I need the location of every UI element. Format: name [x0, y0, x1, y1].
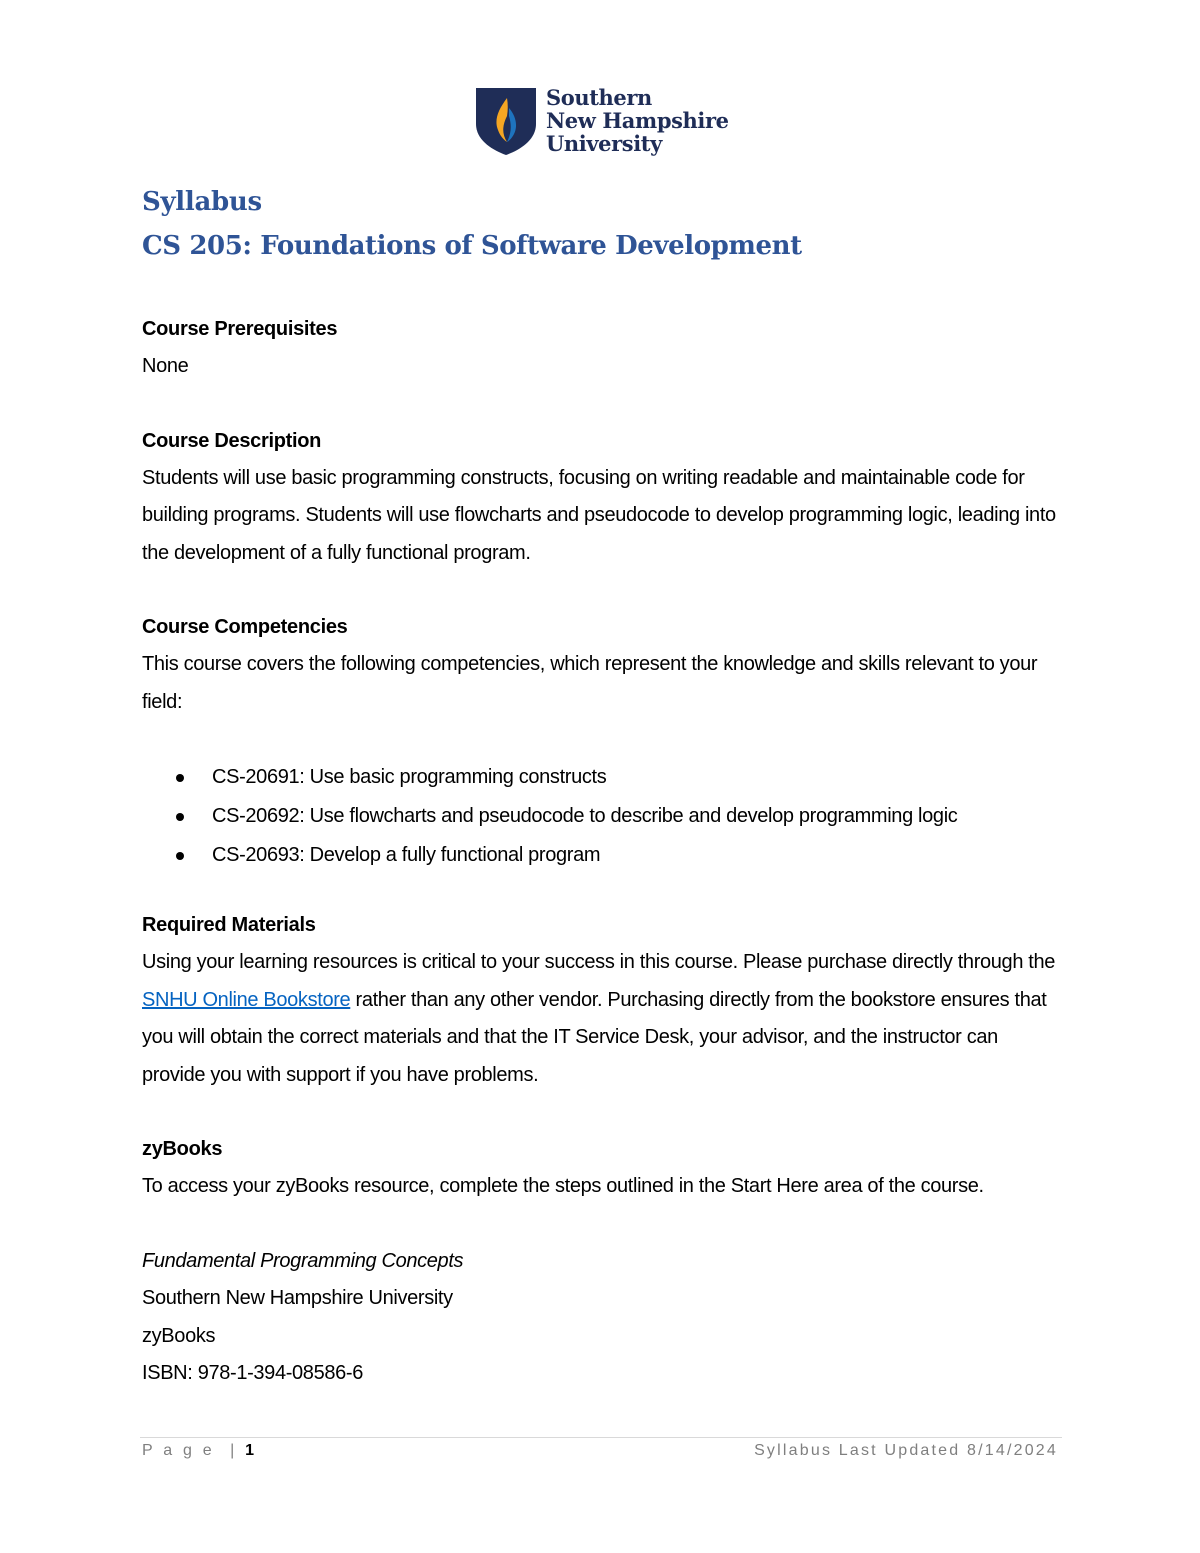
book-isbn: ISBN: 978-1-394-08586-6 [142, 1362, 363, 1384]
competencies-heading: Course Competencies [142, 616, 348, 638]
footer-divider [140, 1437, 1062, 1438]
snhu-bookstore-link[interactable]: SNHU Online Bookstore [142, 988, 351, 1011]
materials-heading: Required Materials [142, 914, 316, 936]
zybooks-text: To access your zyBooks resource, complete the steps outlined in the Start Here area of the course. [142, 1175, 984, 1197]
book-section [142, 1243, 1062, 1393]
bullet-icon [176, 852, 184, 860]
footer-page-number [142, 1440, 257, 1462]
competency-text: CS-20693: Develop a fully functional program [212, 844, 601, 866]
logo-line-2: New Hampshire [546, 108, 729, 133]
competency-text: CS-20692: Use flowcharts and pseudocode to describe and develop programming logic [212, 805, 958, 827]
book-title: Fundamental Programming Concepts [142, 1249, 464, 1272]
materials-section [142, 907, 1062, 1094]
competencies-intro: This course covers the following competencies, which represent the knowledge and skills relevant to your field: [142, 653, 1038, 713]
materials-text [142, 944, 1062, 1094]
page-number: 1 [245, 1442, 258, 1459]
page-label: P a g e | [142, 1442, 246, 1459]
zybooks-section [142, 1131, 1062, 1206]
prerequisites-text: None [142, 355, 189, 377]
materials-text-after: rather than any other vendor. Purchasing directly from the bookstore ensures that you will obtain the correct materials and that the IT Service Desk, your advisor, and the instructor can provide you with support if you have problems. [142, 988, 1047, 1086]
prerequisites-section [142, 311, 1062, 386]
materials-text-before: Using your learning resources is critical to your success in this course. Please purchase directly through the [142, 951, 1056, 973]
description-heading: Course Description [142, 429, 322, 452]
logo-line-3: University [546, 131, 662, 156]
logo-wordmark [546, 86, 729, 155]
competency-item [142, 797, 1062, 836]
logo-line-1: Southern [546, 85, 652, 110]
snhu-logo [474, 86, 730, 158]
document-title: Syllabus [142, 187, 262, 217]
footer-updated: Syllabus Last Updated 8/14/2024 [754, 1442, 1058, 1459]
bullet-icon [176, 813, 184, 821]
prerequisites-heading: Course Prerequisites [142, 318, 338, 340]
bullet-icon [176, 774, 184, 782]
competency-item [142, 758, 1062, 797]
syllabus-content [142, 183, 1062, 1393]
competency-text: CS-20691: Use basic programming constructs [212, 766, 607, 788]
zybooks-heading: zyBooks [142, 1138, 223, 1160]
competency-item [142, 836, 1062, 875]
course-title: CS 205: Foundations of Software Development [142, 231, 802, 261]
book-author: Southern New Hampshire University [142, 1287, 453, 1309]
competencies-list [142, 758, 1062, 875]
description-text: Students will use basic programming constructs, focusing on writing readable and maintainable code for building programs. Students will use flowcharts and pseudocode to develop programming logic, leading into the development of a fully functional program. [142, 466, 1056, 564]
competencies-section [142, 609, 1062, 875]
book-publisher: zyBooks [142, 1324, 216, 1347]
snhu-shield-icon [474, 86, 538, 156]
description-section [142, 423, 1062, 573]
